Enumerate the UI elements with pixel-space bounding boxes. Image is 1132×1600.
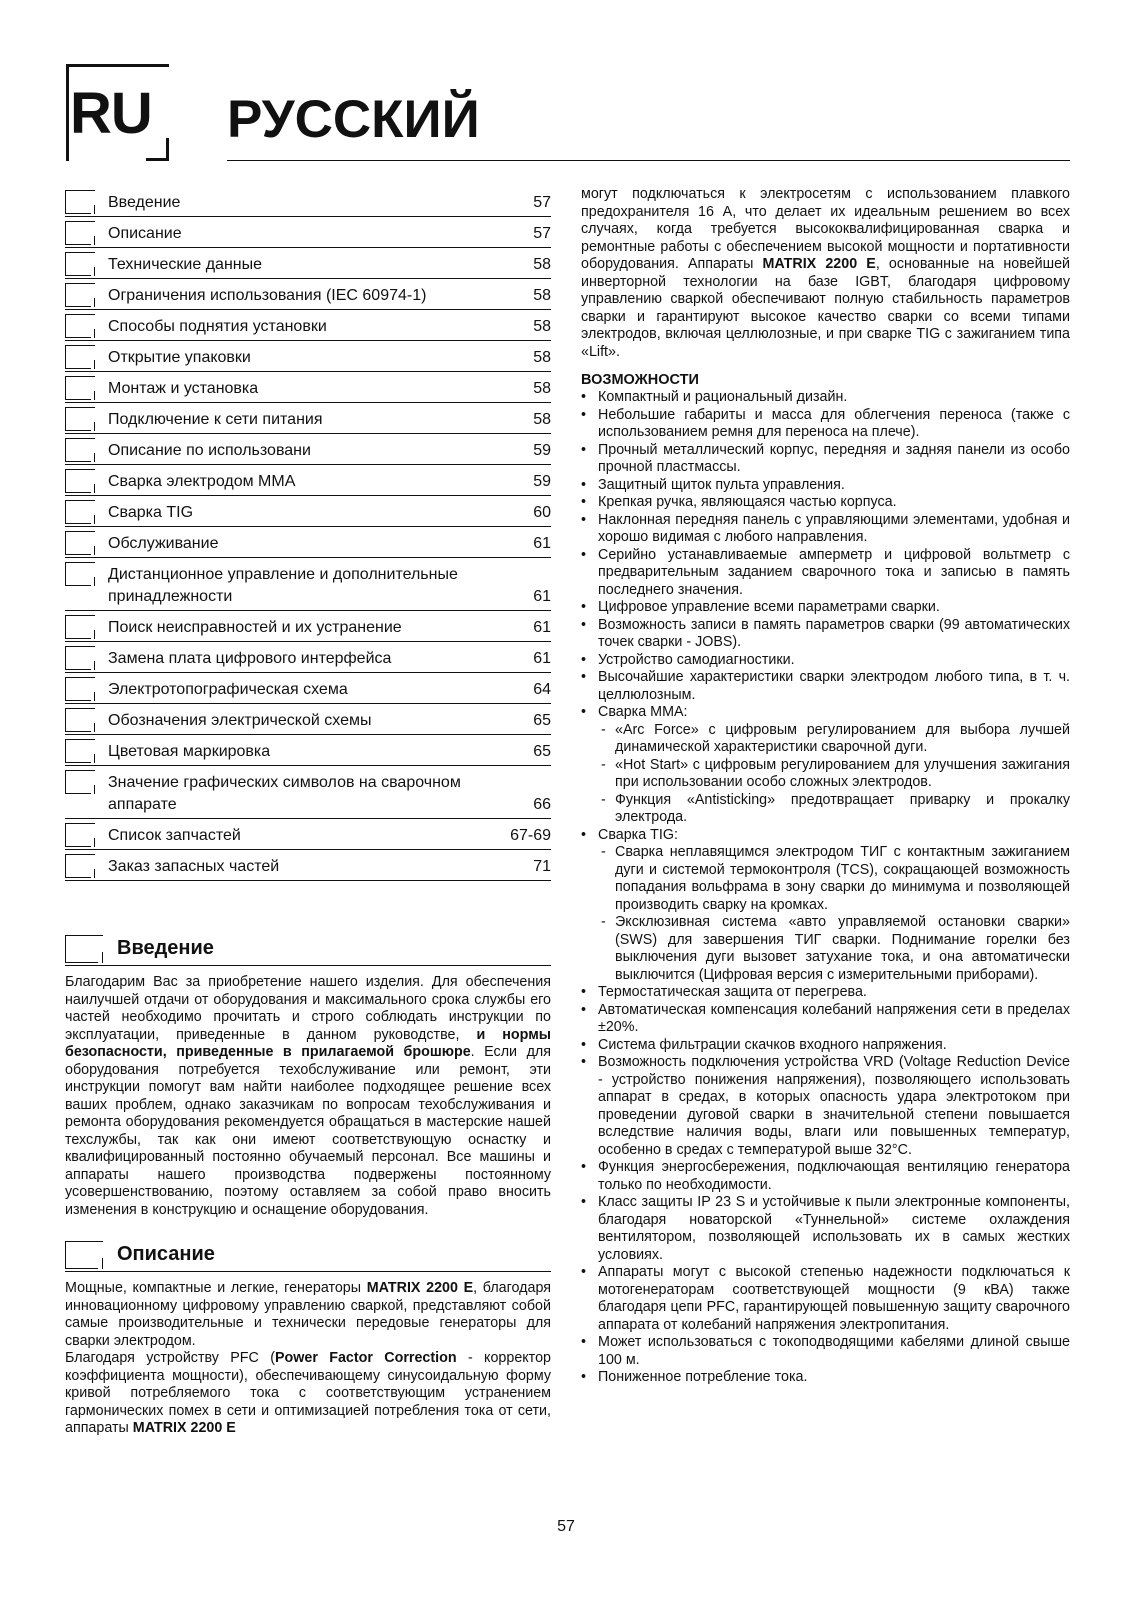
toc-row[interactable] [65,372,551,403]
toc-row[interactable] [65,186,551,217]
feature-item: • Система фильтрации скачков входного напряжения. [581,1037,1070,1055]
toc-label: Замена плата цифрового интерфейса [108,650,392,667]
feature-item: • Термостатическая защита от перегрева. [581,984,1070,1002]
feature-subitem: - «Arc Force» с цифровым регулированием для выбора лучшей динамической характеристики сварочной дуги. [598,722,1070,757]
toc-page: 65 [533,743,551,760]
toc-row[interactable] [65,642,551,673]
toc-marker-icon [65,252,95,276]
language-code: RU [70,81,152,146]
feature-subitem: - Сварка неплавящимся электродом ТИГ с контактным зажиганием дуги и системой термоконтроля (TCS), сокращающей возможность попадания вольфрама в зону сварки до минимума и позволяющей производить сварку на кромках. [598,844,1070,914]
feature-item: • Защитный щиток пульта управления. [581,477,1070,495]
toc-marker-icon [65,531,95,555]
toc-row[interactable] [65,434,551,465]
feature-item: • Компактный и рациональный дизайн. [581,389,1070,407]
toc-marker-icon [65,407,95,431]
toc-label: Способы поднятия установки [108,318,327,335]
toc-label: Сварка электродом MMA [108,473,296,490]
toc-marker-icon [65,438,95,462]
toc-label: Список запчастей [108,827,241,844]
toc-row[interactable] [65,611,551,642]
toc-label: Введение [108,194,181,211]
pfc-term: Power Factor Correction [274,1350,457,1366]
toc-row[interactable] [65,850,551,881]
toc-marker-icon [65,677,95,701]
toc-row[interactable] [65,217,551,248]
feature-item: • Небольшие габариты и масса для облегчения переноса (также с использованием ремня для переноса на плече). [581,407,1070,442]
toc-label: Технические данные [108,256,263,273]
toc-page: 57 [533,225,551,242]
toc-page: 59 [533,442,551,459]
toc-row[interactable] [65,496,551,527]
toc-page: 64 [533,681,551,698]
feature-item: • Функция энергосбережения, подключающая вентиляцию генератора только по необходимости. [581,1159,1070,1194]
toc-row[interactable] [65,341,551,372]
toc-row[interactable] [65,819,551,850]
toc-label: Подключение к сети питания [108,411,323,428]
description-text: Мощные, компактные и легкие, генераторы [65,1280,362,1296]
toc-row[interactable] [65,465,551,496]
section-marker-icon [65,1241,103,1269]
toc-label: Обслуживание [108,535,219,552]
toc-label: Поиск неисправностей и их устранение [108,619,402,636]
intro-text-bold: и нормы безопасности, приведенные в прилагаемой брошюре [65,1026,551,1060]
feature-group-tig [581,827,1070,985]
toc-page: 66 [533,796,551,813]
feature-item: • Наклонная передняя панель с управляющими элементами, удобная и хорошо видимая с любого направления. [581,512,1070,547]
toc-label: Цветовая маркировка [108,743,271,760]
toc-row[interactable] [65,735,551,766]
language-title: РУССКИЙ [227,90,480,149]
intro-paragraph [65,974,551,1219]
toc-page: 58 [533,256,551,273]
toc-label: Заказ запасных частей [108,858,280,875]
description-text: , основанные на новейшей инверторной технологии на базе IGBT, благодаря цифровому управлению сваркой обеспечивают полную стабильность параметров сварки и гарантируют высокое качество сварки со всеми типами электродов, включая целлюлозные, и при сварке TIG с зажиганием типа «Lift». [581,256,1071,360]
feature-item: • Высочайшие характеристики сварки электродом любого типа, в т. ч. целлюлозным. [581,669,1070,704]
feature-subitem: - Эксклюзивная система «авто управляемой остановки сварки» (SWS) для завершения ТИГ сварки. Поднимание горелки без выключения дуги вызовет затухание тока, и она автоматически выключится (Цифровая версия с измерительными приборами). [598,914,1070,984]
feature-item: • Возможность подключения устройства VRD (Voltage Reduction Device - устройство понижения напряжения), позволяющего использовать аппарат в средах, в которых опасность удара электротоком при проведении дуговой сварки в значительной степени повышается вследствие наличия воды, влаги или повышенных температур, особенно в средах с температурой выше 32°C. [581,1054,1070,1159]
toc-row[interactable] [65,310,551,341]
toc-row[interactable] [65,403,551,434]
model-name: MATRIX 2200 E [762,256,876,272]
features-list [581,389,1070,1387]
intro-text-2: . Если для оборудования потребуется техобслуживание или ремонт, эти инструкции помогут вам найти наиболее подходящее решение всех ваших проблем, однако заказчикам по вопросам техобслуживания и ремонта оборудования рекомендуется обращаться в мастерские нашей техслужбы, так как они имеют соответствующую оснастку и квалифицированный постоянно обучаемый персонал. Все машины и аппараты нашего производства подвержены постоянному усовершенствованию, поэтому оставляем за собой право вносить изменения в конструкцию и оснащение оборудования. [65,1044,551,1218]
toc-marker-icon [65,646,95,670]
toc-marker-icon [65,283,95,307]
description-continuation [581,186,1070,361]
toc-label: Ограничения использования (IEC 60974-1) [108,287,427,304]
toc-label: Обозначения электрической схемы [108,712,372,729]
toc-label: Монтаж и установка [108,380,259,397]
toc-page: 58 [533,318,551,335]
feature-group-mma-label: • Сварка MMA: [598,704,688,720]
toc-marker-icon [65,739,95,763]
toc-label: Описание [108,225,182,242]
toc-row[interactable] [65,673,551,704]
toc-marker-icon [65,469,95,493]
toc-page: 67-69 [510,827,551,844]
feature-group-tig-sublist [598,844,1070,984]
toc-marker-icon [65,615,95,639]
description-text: Благодаря устройству PFC ( [65,1350,275,1366]
feature-item: • Автоматическая компенсация колебаний напряжения сети в пределах ±20%. [581,1002,1070,1037]
right-column [581,186,1070,1387]
table-of-contents [65,186,551,881]
feature-group-mma [581,704,1070,827]
toc-marker-icon [65,500,95,524]
page-number: 57 [557,1518,575,1535]
toc-marker-icon [65,854,95,878]
toc-label: Сварка TIG [108,504,194,521]
feature-item: • Может использоваться с токоподводящими кабелями длиной свыше 100 м. [581,1334,1070,1369]
description-paragraph-2 [65,1350,551,1438]
description-paragraph-1 [65,1280,551,1350]
description-text: могут подключаться к электросетям с использованием плавкого предохранителя 16 A, что делает их идеальным решением во всех случаях, когда требуется высококвалифицированная сварка и ремонтные работы с обеспечением высокой мощности и портативности оборудования. Аппараты [581,186,1070,272]
toc-page: 61 [533,619,551,636]
toc-label: Открытие упаковки [108,349,251,366]
toc-marker-icon [65,314,95,338]
toc-page: 71 [533,858,551,875]
toc-label: Электротопографическая схема [108,681,348,698]
feature-subitem: - «Hot Start» с цифровым регулированием для улучшения зажигания при использовании особо сложных электродов. [598,757,1070,792]
feature-item: • Крепкая ручка, являющаяся частью корпуса. [581,494,1070,512]
features-heading: ВОЗМОЖНОСТИ [581,372,699,388]
feature-item: • Цифровое управление всеми параметрами сварки. [581,599,1070,617]
feature-subitem: - Функция «Antisticking» предотвращает приварку и прокалку электрода. [598,792,1070,827]
description-text: , благодаря инновационному цифровому управлению сваркой, представляют собой самые производительные и технически передовые генераторы для сварки электродом. [65,1280,551,1349]
toc-label: Описание по использовани [108,442,311,459]
toc-row[interactable] [65,766,551,819]
intro-text-1: Благодарим Вас за приобретение нашего изделия. Для обеспечения наилучшей отдачи от оборудования и максимального срока службы его частей необходимо прочитать и строго соблюдать инструкции по эксплуатации, приведенные в данном руководстве, [65,974,551,1043]
feature-item: • Возможность записи в память параметров сварки (99 автоматических точек сварки - JOBS). [581,617,1070,652]
feature-item: • Серийно устанавливаемые амперметр и цифровой вольтметр с предварительным заданием сварочного тока и записью в память последнего значения. [581,547,1070,600]
header-rule [227,160,1070,161]
model-name: MATRIX 2200 E [132,1420,236,1436]
section-heading-text: Введение [117,937,214,959]
section-marker-icon [65,935,103,963]
feature-item: • Аппараты могут с высокой степенью надежности подключаться к мотогенераторам соответствующей мощности (9 кВА) также благодаря цепи PFC, гарантирующей повышенную защиту сварочного аппарата от колебаний напряжения электропитания. [581,1264,1070,1334]
toc-marker-icon [65,190,95,214]
section-heading-description [65,1237,551,1272]
toc-page: 59 [533,473,551,490]
toc-label: Значение графических символов на сварочном аппарате [108,774,461,813]
toc-marker-icon [65,345,95,369]
toc-marker-icon [65,562,95,586]
toc-marker-icon [65,376,95,400]
toc-page: 61 [533,650,551,667]
toc-page: 65 [533,712,551,729]
feature-group-mma-sublist [598,722,1070,827]
toc-row[interactable] [65,527,551,558]
toc-page: 61 [533,535,551,552]
toc-row[interactable] [65,558,551,611]
toc-page: 58 [533,411,551,428]
toc-marker-icon [65,221,95,245]
feature-group-tig-label: • Сварка TIG: [598,826,678,843]
toc-marker-icon [65,770,95,794]
toc-page: 61 [533,588,551,605]
feature-item: • Класс защиты IP 23 S и устойчивые к пыли электронные компоненты, благодаря новаторской «Туннельной» системе охлаждения вентилятором, позволяющей использовать их в самых жестких условиях. [581,1194,1070,1264]
toc-row[interactable] [65,279,551,310]
toc-page: 57 [533,194,551,211]
toc-label: Дистанционное управление и дополнительные принадлежности [108,566,458,605]
feature-item: • Устройство самодиагностики. [581,652,1070,670]
feature-item: • Пониженное потребление тока. [581,1369,1070,1387]
toc-row[interactable] [65,704,551,735]
feature-item: • Прочный металлический корпус, передняя и задняя панели из особо прочной пластмассы. [581,442,1070,477]
toc-row[interactable] [65,248,551,279]
toc-page: 58 [533,287,551,304]
toc-page: 60 [533,504,551,521]
section-heading-text: Описание [117,1243,215,1265]
model-name: MATRIX 2200 E [366,1280,474,1296]
toc-marker-icon [65,708,95,732]
toc-page: 58 [533,380,551,397]
section-heading-introduction [65,931,551,966]
description-text: - корректор коэффициента мощности), обеспечивающему синусоидальную форму кривой потребляемого тока с соответствующим устранением гармонических помех в сети и оптимизацией потребления тока от сети, аппараты [65,1350,551,1436]
toc-page: 58 [533,349,551,366]
left-column [65,186,551,1438]
toc-marker-icon [65,823,95,847]
